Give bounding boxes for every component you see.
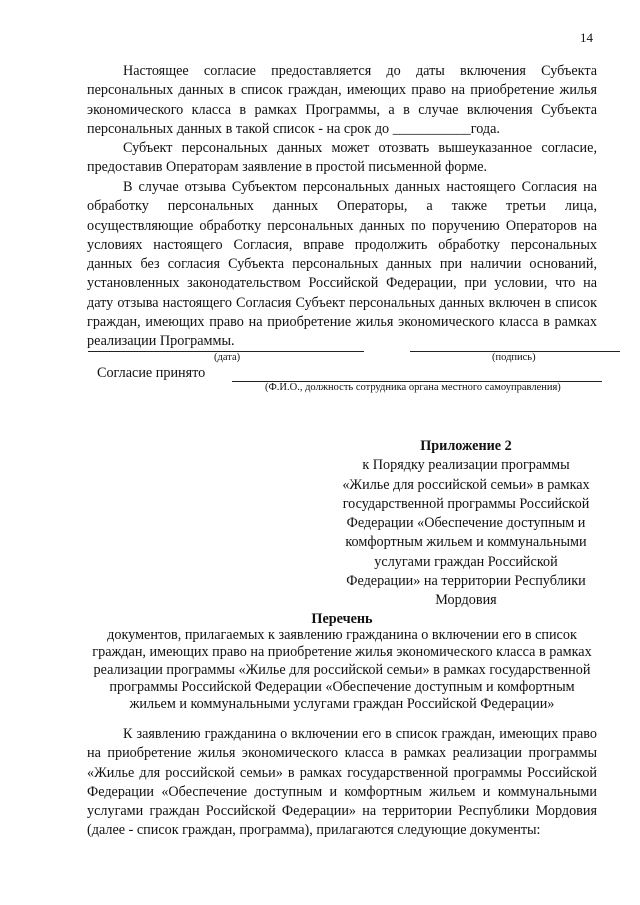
page-number: 14 [580, 30, 593, 45]
date-caption: (дата) [214, 352, 241, 363]
paragraph-documents-intro: К заявлению гражданина о включении его в список граждан, имеющих право на приобретение жилья экономического класса в рамках реализации программы «Жилье для российской семьи» в рамках государственной программы Российской Федерации «Обеспечение доступным и комфортным жильем и коммунальными услугами граждан Российской Федерации» на территории Республики Мордовия (далее - список граждан, программа), прилагаются следующие документы: [87, 726, 597, 839]
appendix-title: Приложение 2 [420, 438, 512, 454]
paragraph-consent-revoke: Субъект персональных данных может отозвать вышеуказанное согласие, предоставив Операторам заявление в простой письменной форме. [87, 140, 597, 176]
paragraph-consent-term: Настоящее согласие предоставляется до даты включения Субъекта персональных данных в список граждан, имеющих право на приобретение жилья экономического класса в рамках Программы, а в случае включения Субъекта персональных данных в такой список - на срок до ___________года. [87, 63, 597, 137]
appendix-header [340, 437, 592, 611]
signature-caption: (подпись) [492, 352, 536, 363]
list-subtitle: документов, прилагаемых к заявлению гражданина о включении его в список граждан, имеющих право на приобретение жилья экономического класса в рамках реализации программы «Жилье для российской семьи» в рамках государственной программы Российской Федерации «Обеспечение доступным и комфортным жильем и коммунальными услугами граждан Российской Федерации» [92, 627, 592, 713]
consent-accepted-label: Согласие принято [97, 365, 206, 381]
official-caption: (Ф.И.О., должность сотрудника органа местного самоуправления) [265, 382, 561, 393]
list-title: Перечень [311, 611, 373, 627]
paragraph-revocation-terms: В случае отзыва Субъектом персональных данных настоящего Согласия на обработку персональных данных Операторы, а также третьи лица, осуществляющие обработку персональных данных по поручению Операторов на условиях настоящего Согласия, вправе продолжить обработку персональных данных без согласия Субъекта персональных данных при наличии оснований, установленных законодательством Российской Федерации, при условии, что на дату отзыва настоящего Согласия Субъект персональных данных включен в список граждан, имеющих право на приобретение жилья экономического класса в рамках реализации Программы. [87, 179, 597, 350]
appendix-text: к Порядку реализации программы «Жилье для российской семьи» в рамках государственной программы Российской Федерации «Обеспечение доступным и комфортным жильем и коммунальными услугами граждан Российской Федерации» на территории Республики Мордовия [342, 457, 590, 609]
